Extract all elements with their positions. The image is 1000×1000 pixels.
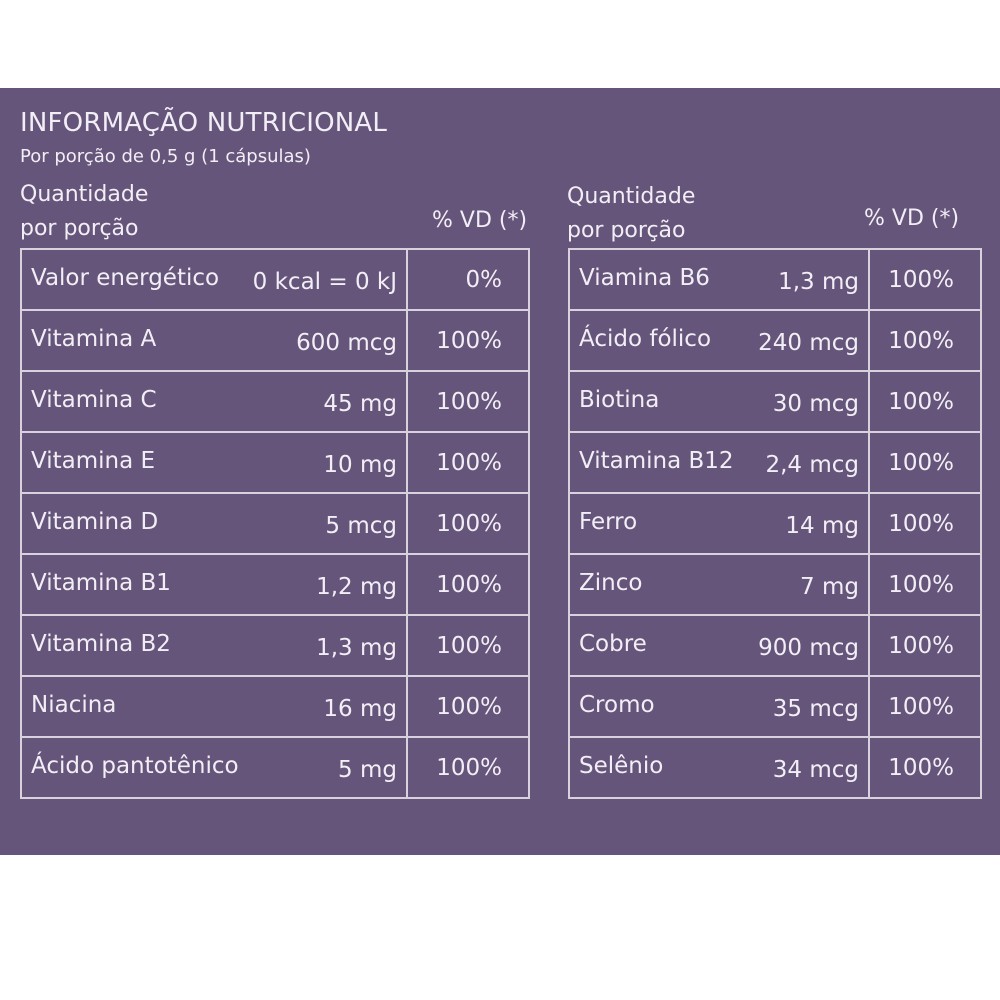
left-qty-header-line2: por porção bbox=[20, 216, 139, 241]
left-vd-header: % VD (*) bbox=[432, 208, 528, 233]
nutrient-cell bbox=[21, 432, 407, 493]
serving-size: Por porção de 0,5 g (1 cápsulas) bbox=[20, 146, 311, 167]
nutrient-name: Vitamina B2 bbox=[31, 630, 171, 657]
right-qty-header bbox=[567, 180, 695, 248]
table-row bbox=[21, 493, 529, 554]
table-row bbox=[21, 432, 529, 493]
daily-value: 100% bbox=[869, 310, 981, 371]
table-row bbox=[569, 249, 981, 310]
nutrient-amount: 34 mcg bbox=[772, 756, 859, 783]
left-qty-header-line1: Quantidade bbox=[20, 182, 149, 207]
nutrition-table-left bbox=[20, 248, 530, 799]
nutrient-name: Vitamina E bbox=[31, 447, 156, 474]
table-row bbox=[569, 676, 981, 737]
daily-value: 100% bbox=[869, 371, 981, 432]
daily-value: 100% bbox=[869, 676, 981, 737]
table-row bbox=[21, 676, 529, 737]
nutrient-cell bbox=[569, 310, 869, 371]
nutrient-cell bbox=[21, 554, 407, 615]
nutrient-name: Vitamina D bbox=[31, 508, 159, 535]
daily-value: 100% bbox=[407, 615, 529, 676]
nutrient-cell bbox=[21, 493, 407, 554]
right-qty-header-line1: Quantidade bbox=[567, 184, 696, 209]
daily-value: 100% bbox=[869, 737, 981, 798]
nutrient-name: Ferro bbox=[579, 508, 638, 535]
nutrient-name: Vitamina A bbox=[31, 325, 157, 352]
nutrient-cell bbox=[569, 371, 869, 432]
nutrient-cell bbox=[569, 493, 869, 554]
daily-value: 100% bbox=[407, 310, 529, 371]
nutrient-name: Valor energético bbox=[31, 264, 220, 291]
table-row bbox=[569, 432, 981, 493]
daily-value: 100% bbox=[869, 493, 981, 554]
nutrient-amount: 1,3 mg bbox=[316, 634, 397, 661]
nutrient-amount: 240 mcg bbox=[758, 329, 859, 356]
nutrient-amount: 30 mcg bbox=[772, 390, 859, 417]
nutrient-amount: 45 mg bbox=[323, 390, 397, 417]
daily-value: 100% bbox=[869, 249, 981, 310]
nutrient-cell bbox=[21, 371, 407, 432]
table-row bbox=[21, 554, 529, 615]
nutrient-name: Vitamina C bbox=[31, 386, 157, 413]
nutrient-name: Zinco bbox=[579, 569, 643, 596]
nutrient-name: Biotina bbox=[579, 386, 660, 413]
nutrient-cell bbox=[569, 676, 869, 737]
nutrient-name: Vitamina B1 bbox=[31, 569, 171, 596]
table-row bbox=[569, 310, 981, 371]
nutrient-amount: 35 mcg bbox=[772, 695, 859, 722]
nutrient-amount: 0 kcal = 0 kJ bbox=[252, 268, 397, 295]
nutrient-cell bbox=[569, 554, 869, 615]
daily-value: 100% bbox=[407, 493, 529, 554]
table-row bbox=[569, 615, 981, 676]
nutrient-amount: 14 mg bbox=[785, 512, 859, 539]
nutrient-cell bbox=[21, 676, 407, 737]
nutrient-cell bbox=[21, 615, 407, 676]
table-row bbox=[569, 554, 981, 615]
nutrient-cell bbox=[21, 737, 407, 798]
table-row bbox=[21, 615, 529, 676]
nutrient-amount: 900 mcg bbox=[758, 634, 859, 661]
nutrient-name: Vitamina B12 bbox=[579, 447, 734, 474]
nutrition-panel bbox=[0, 88, 1000, 855]
nutrient-amount: 7 mg bbox=[800, 573, 859, 600]
nutrient-cell bbox=[569, 432, 869, 493]
nutrient-amount: 2,4 mcg bbox=[765, 451, 859, 478]
daily-value: 100% bbox=[407, 676, 529, 737]
nutrient-cell bbox=[569, 737, 869, 798]
nutrient-amount: 600 mcg bbox=[296, 329, 397, 356]
nutrient-name: Selênio bbox=[579, 752, 664, 779]
left-qty-header bbox=[20, 178, 148, 246]
daily-value: 100% bbox=[407, 371, 529, 432]
nutrient-amount: 10 mg bbox=[323, 451, 397, 478]
table-row bbox=[569, 493, 981, 554]
table-row bbox=[21, 249, 529, 310]
daily-value: 100% bbox=[869, 432, 981, 493]
table-row bbox=[21, 371, 529, 432]
nutrient-name: Niacina bbox=[31, 691, 117, 718]
daily-value: 100% bbox=[869, 615, 981, 676]
nutrient-name: Ácido pantotênico bbox=[31, 752, 239, 779]
nutrient-name: Ácido fólico bbox=[579, 325, 712, 352]
daily-value: 100% bbox=[407, 554, 529, 615]
right-qty-header-line2: por porção bbox=[567, 218, 686, 243]
daily-value: 100% bbox=[869, 554, 981, 615]
daily-value: 0% bbox=[407, 249, 529, 310]
nutrient-amount: 1,2 mg bbox=[316, 573, 397, 600]
table-row bbox=[569, 737, 981, 798]
nutrient-amount: 5 mcg bbox=[325, 512, 397, 539]
daily-value: 100% bbox=[407, 432, 529, 493]
nutrition-table-right bbox=[568, 248, 982, 799]
nutrient-amount: 16 mg bbox=[323, 695, 397, 722]
table-row bbox=[21, 310, 529, 371]
nutrient-name: Cromo bbox=[579, 691, 655, 718]
nutrient-cell bbox=[21, 249, 407, 310]
nutrient-name: Viamina B6 bbox=[579, 264, 710, 291]
nutrient-amount: 5 mg bbox=[338, 756, 397, 783]
daily-value: 100% bbox=[407, 737, 529, 798]
right-vd-header: % VD (*) bbox=[864, 206, 960, 231]
nutrient-amount: 1,3 mg bbox=[778, 268, 859, 295]
nutrient-cell bbox=[569, 615, 869, 676]
nutrient-cell bbox=[569, 249, 869, 310]
table-row bbox=[569, 371, 981, 432]
nutrient-cell bbox=[21, 310, 407, 371]
nutrient-name: Cobre bbox=[579, 630, 647, 657]
table-row bbox=[21, 737, 529, 798]
panel-title: INFORMAÇÃO NUTRICIONAL bbox=[20, 108, 388, 138]
